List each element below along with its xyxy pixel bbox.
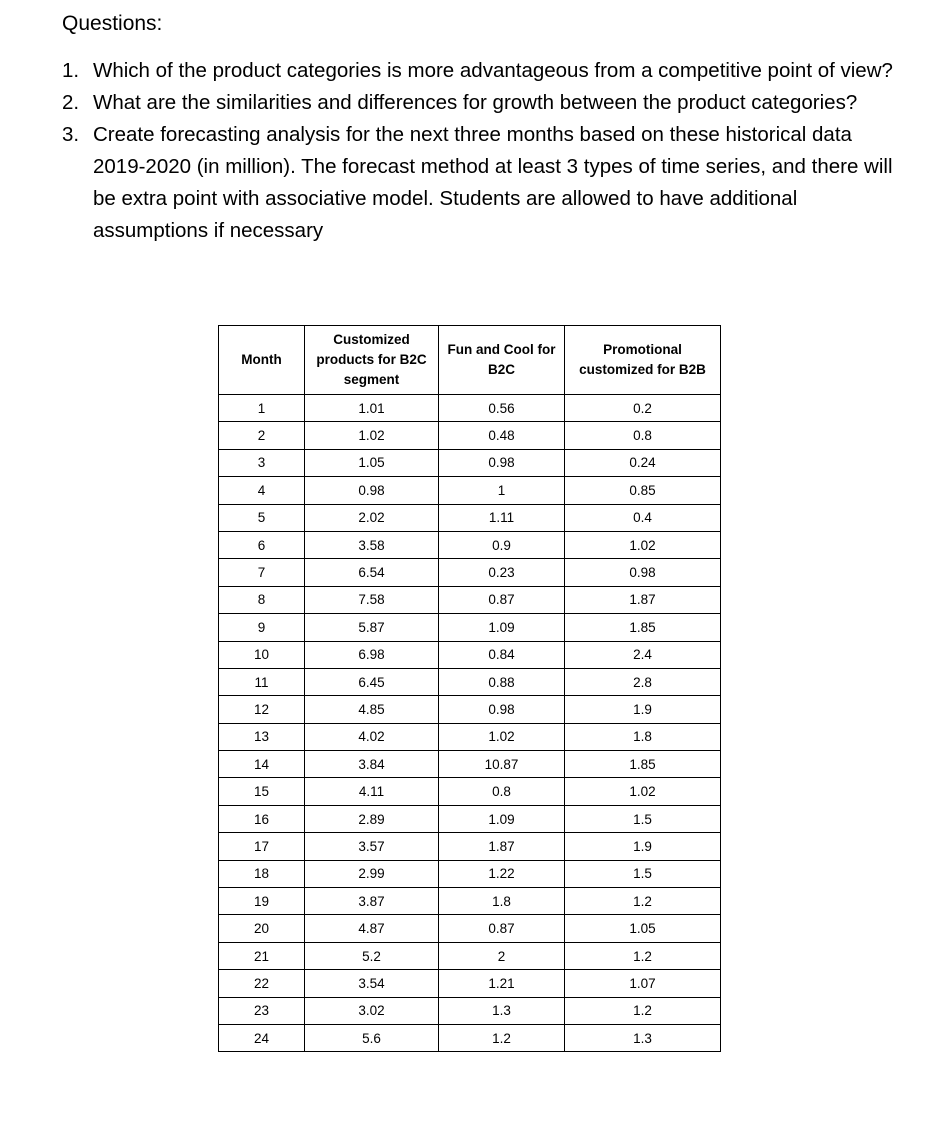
cell-month: 17 <box>219 833 305 860</box>
cell-month: 4 <box>219 477 305 504</box>
cell-customized-b2c: 5.6 <box>305 1024 439 1051</box>
cell-month: 11 <box>219 668 305 695</box>
cell-customized-b2c: 4.02 <box>305 723 439 750</box>
cell-customized-b2c: 5.2 <box>305 942 439 969</box>
table-header-row <box>219 326 721 395</box>
cell-promotional-b2b: 0.85 <box>565 477 721 504</box>
cell-month: 23 <box>219 997 305 1024</box>
cell-fun-and-cool: 0.98 <box>439 696 565 723</box>
question-item-1 <box>62 55 902 87</box>
cell-promotional-b2b: 1.5 <box>565 860 721 887</box>
cell-month: 2 <box>219 422 305 449</box>
cell-customized-b2c: 2.89 <box>305 805 439 832</box>
cell-month: 7 <box>219 559 305 586</box>
table-row <box>219 888 721 915</box>
table-row <box>219 614 721 641</box>
table-row <box>219 531 721 558</box>
cell-customized-b2c: 3.84 <box>305 751 439 778</box>
table-row <box>219 860 721 887</box>
table-row <box>219 805 721 832</box>
question-text: What are the similarities and differences for growth between the product categories? <box>93 91 858 114</box>
cell-promotional-b2b: 0.98 <box>565 559 721 586</box>
table-row <box>219 422 721 449</box>
cell-fun-and-cool: 1.2 <box>439 1024 565 1051</box>
table-row <box>219 997 721 1024</box>
header-fun-and-cool: Fun and Cool for B2C <box>439 326 565 395</box>
cell-fun-and-cool: 1 <box>439 477 565 504</box>
cell-promotional-b2b: 1.2 <box>565 997 721 1024</box>
cell-fun-and-cool: 1.09 <box>439 614 565 641</box>
table-row <box>219 778 721 805</box>
cell-promotional-b2b: 0.4 <box>565 504 721 531</box>
cell-month: 9 <box>219 614 305 641</box>
cell-fun-and-cool: 0.88 <box>439 668 565 695</box>
header-customized-b2c: Customized products for B2C segment <box>305 326 439 395</box>
cell-fun-and-cool: 0.98 <box>439 449 565 476</box>
cell-month: 16 <box>219 805 305 832</box>
cell-month: 24 <box>219 1024 305 1051</box>
table-row <box>219 723 721 750</box>
cell-promotional-b2b: 1.5 <box>565 805 721 832</box>
cell-fun-and-cool: 0.87 <box>439 915 565 942</box>
cell-fun-and-cool: 2 <box>439 942 565 969</box>
cell-fun-and-cool: 0.84 <box>439 641 565 668</box>
cell-customized-b2c: 0.98 <box>305 477 439 504</box>
cell-fun-and-cool: 0.56 <box>439 395 565 422</box>
table-row <box>219 668 721 695</box>
cell-month: 18 <box>219 860 305 887</box>
cell-fun-and-cool: 0.48 <box>439 422 565 449</box>
cell-month: 8 <box>219 586 305 613</box>
cell-customized-b2c: 3.87 <box>305 888 439 915</box>
question-number: 2. <box>62 91 80 114</box>
cell-customized-b2c: 4.87 <box>305 915 439 942</box>
question-text: Create forecasting analysis for the next three months based on these historical data 2019-2020 (in million). The forecast method at least 3 types of time series, and there will be extra point with associative model. Students are allowed to have additional assumptions if necessary <box>93 123 893 242</box>
cell-month: 13 <box>219 723 305 750</box>
cell-customized-b2c: 2.02 <box>305 504 439 531</box>
question-text: Which of the product categories is more advantageous from a competitive point of view? <box>93 59 893 82</box>
cell-promotional-b2b: 1.85 <box>565 614 721 641</box>
cell-promotional-b2b: 1.87 <box>565 586 721 613</box>
cell-customized-b2c: 1.01 <box>305 395 439 422</box>
header-month: Month <box>219 326 305 395</box>
table-row <box>219 641 721 668</box>
cell-promotional-b2b: 1.02 <box>565 778 721 805</box>
cell-promotional-b2b: 1.2 <box>565 942 721 969</box>
cell-promotional-b2b: 2.8 <box>565 668 721 695</box>
cell-promotional-b2b: 2.4 <box>565 641 721 668</box>
cell-promotional-b2b: 1.02 <box>565 531 721 558</box>
cell-fun-and-cool: 0.87 <box>439 586 565 613</box>
question-number: 1. <box>62 59 80 82</box>
table-row <box>219 833 721 860</box>
cell-promotional-b2b: 1.9 <box>565 696 721 723</box>
cell-customized-b2c: 3.57 <box>305 833 439 860</box>
cell-fun-and-cool: 0.23 <box>439 559 565 586</box>
table-row <box>219 915 721 942</box>
table-row <box>219 449 721 476</box>
cell-customized-b2c: 3.54 <box>305 970 439 997</box>
cell-fun-and-cool: 1.8 <box>439 888 565 915</box>
cell-month: 21 <box>219 942 305 969</box>
cell-month: 5 <box>219 504 305 531</box>
cell-promotional-b2b: 1.3 <box>565 1024 721 1051</box>
cell-fun-and-cool: 1.02 <box>439 723 565 750</box>
question-item-3 <box>62 119 902 247</box>
cell-promotional-b2b: 1.9 <box>565 833 721 860</box>
cell-customized-b2c: 6.45 <box>305 668 439 695</box>
sales-data-table <box>218 325 721 1052</box>
table-row <box>219 504 721 531</box>
cell-month: 6 <box>219 531 305 558</box>
cell-fun-and-cool: 1.3 <box>439 997 565 1024</box>
cell-fun-and-cool: 0.9 <box>439 531 565 558</box>
cell-fun-and-cool: 1.09 <box>439 805 565 832</box>
cell-month: 10 <box>219 641 305 668</box>
cell-promotional-b2b: 1.8 <box>565 723 721 750</box>
table-row <box>219 559 721 586</box>
cell-promotional-b2b: 1.07 <box>565 970 721 997</box>
cell-month: 22 <box>219 970 305 997</box>
table-row <box>219 696 721 723</box>
cell-customized-b2c: 1.02 <box>305 422 439 449</box>
question-list <box>62 55 902 247</box>
cell-promotional-b2b: 0.8 <box>565 422 721 449</box>
cell-promotional-b2b: 1.2 <box>565 888 721 915</box>
cell-customized-b2c: 3.58 <box>305 531 439 558</box>
table-row <box>219 751 721 778</box>
cell-customized-b2c: 7.58 <box>305 586 439 613</box>
question-item-2 <box>62 87 902 119</box>
page-title: Questions: <box>62 12 163 35</box>
table-row <box>219 586 721 613</box>
cell-customized-b2c: 5.87 <box>305 614 439 641</box>
table-body <box>219 395 721 1052</box>
table-row <box>219 477 721 504</box>
cell-fun-and-cool: 1.21 <box>439 970 565 997</box>
cell-customized-b2c: 1.05 <box>305 449 439 476</box>
cell-customized-b2c: 2.99 <box>305 860 439 887</box>
cell-promotional-b2b: 0.2 <box>565 395 721 422</box>
cell-month: 1 <box>219 395 305 422</box>
cell-customized-b2c: 4.11 <box>305 778 439 805</box>
cell-month: 3 <box>219 449 305 476</box>
cell-fun-and-cool: 1.22 <box>439 860 565 887</box>
cell-month: 14 <box>219 751 305 778</box>
cell-month: 15 <box>219 778 305 805</box>
header-promotional-b2b: Promotional customized for B2B <box>565 326 721 395</box>
cell-fun-and-cool: 0.8 <box>439 778 565 805</box>
question-number: 3. <box>62 123 80 146</box>
cell-month: 12 <box>219 696 305 723</box>
cell-fun-and-cool: 10.87 <box>439 751 565 778</box>
cell-customized-b2c: 6.98 <box>305 641 439 668</box>
cell-customized-b2c: 4.85 <box>305 696 439 723</box>
cell-promotional-b2b: 1.05 <box>565 915 721 942</box>
cell-customized-b2c: 3.02 <box>305 997 439 1024</box>
table-row <box>219 1024 721 1051</box>
cell-month: 19 <box>219 888 305 915</box>
cell-promotional-b2b: 1.85 <box>565 751 721 778</box>
cell-fun-and-cool: 1.87 <box>439 833 565 860</box>
cell-customized-b2c: 6.54 <box>305 559 439 586</box>
table-row <box>219 395 721 422</box>
cell-month: 20 <box>219 915 305 942</box>
cell-promotional-b2b: 0.24 <box>565 449 721 476</box>
table-row <box>219 942 721 969</box>
table-row <box>219 970 721 997</box>
cell-fun-and-cool: 1.11 <box>439 504 565 531</box>
